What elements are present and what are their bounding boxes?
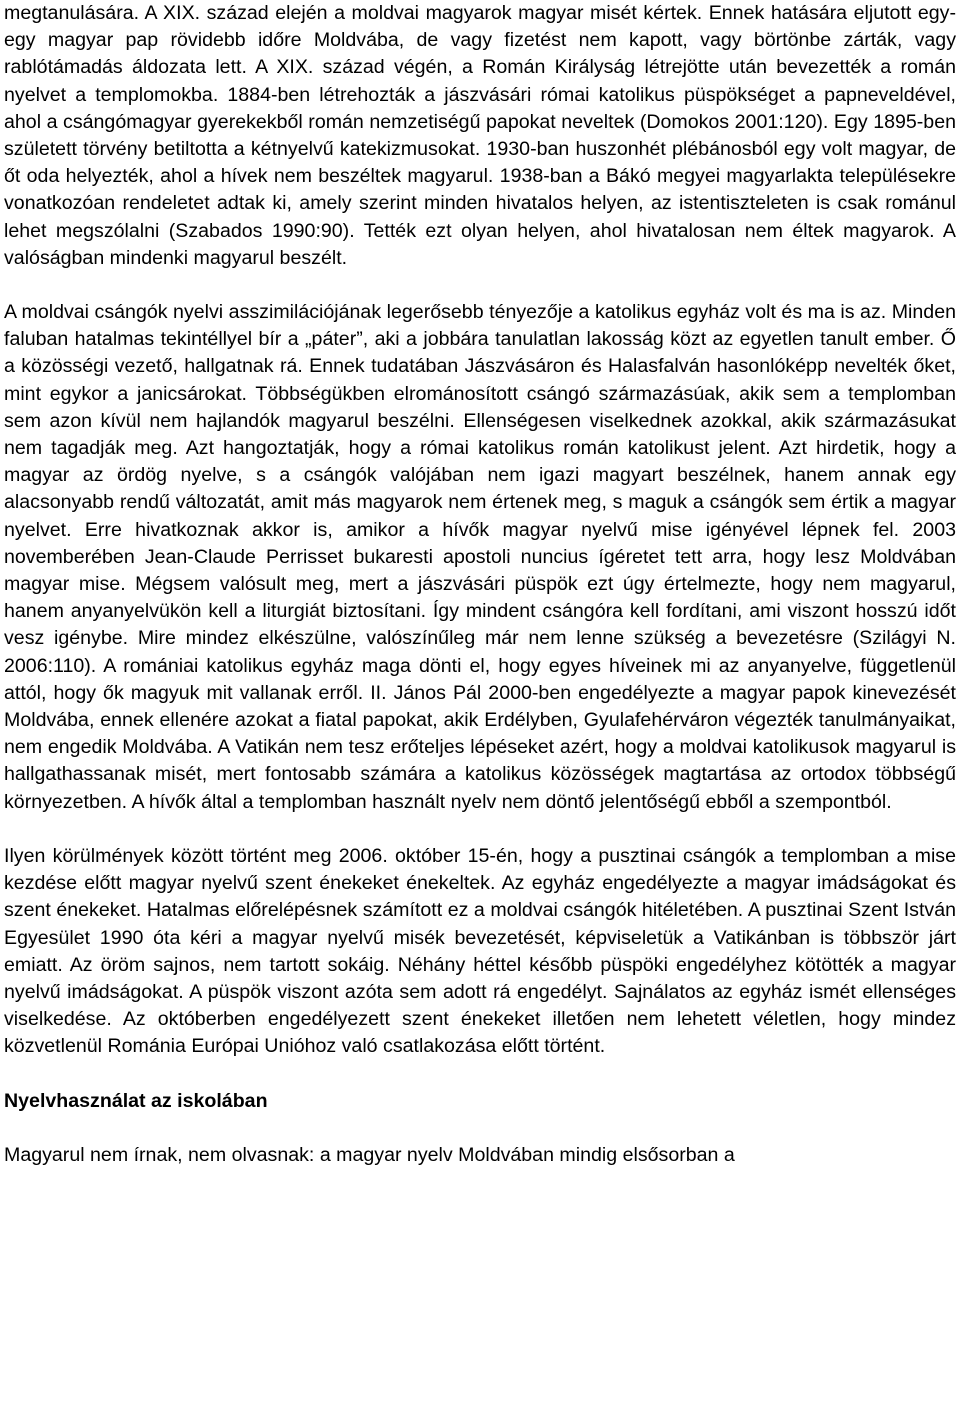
body-paragraph: Magyarul nem írnak, nem olvasnak: a magyar nyelv Moldvában mindig elsősorban a	[4, 1143, 735, 1166]
body-paragraph: A moldvai csángók nyelvi asszimilációjának legerősebb tényezője a katolikus egyház volt és ma is az. Minden faluban hatalmas tekintéllyel bír a „páter”, aki a jobbára tanulatlan lakosság közt az egyetlen tanult ember. Ő a közösségi vezető, hallgatnak rá. Ennek tudatában Jászvásáron és Halasfalván hasonlóképp nevelték őket, mint egykor a janicsárokat. Többségükben elrománosított csángó származásúak, akik sem a templomban sem azon kívül nem hajlandók magyarul beszélni. Ellenségesen viselkednek azokkal, akik származásukat nem tagadják meg. Azt hangoztatják, hogy a római katolikus román katolikust jelent. Azt hirdetik, hogy a magyar az ördög nyelve, s a csángók valójában nem igazi magyart beszélnek, hanem annak egy alacsonyabb rendű változatát, amit más magyarok nem értenek meg, s maguk a csángók sem értik a magyar nyelvet. Erre hivatkoznak akkor is, amikor a hívők magyar nyelvű mise igényével lépnek fel. 2003 novemberében Jean-Claude Perrisset bukaresti apostoli nuncius ígéretet tett arra, hogy lesz Moldvában magyar mise. Mégsem valósult meg, mert a jászvásári püspök ezt úgy értelmezte, hogy nem magyarul, hanem anyanyelvükön kell a liturgiát biztosítani. Így mindent csángóra kell fordítani, ami viszont hosszú időt vesz igénybe. Mire mindez elkészülne, valószínűleg már nem lenne szükség a bevezetésre (Szilágyi N. 2006:110). A romániai katolikus egyház maga dönti el, hogy egyes híveinek mi az anyanyelve, függetlenül attól, hogy ők magyuk mit vallanak erről. II. János Pál 2000-ben engedélyezte a magyar papok kinevezését Moldvába, ennek ellenére azokat a fiatal papokat, akik Erdélyben, Gyulafehérváron végezték tanulmányaikat, nem engedik Moldvába. A Vatikán nem tesz erőteljes lépéseket azért, hogy a moldvai katolikusok magyarul is hallgathassanak misét, mert fontosabb számára a katolikus közösségek magtartása az ortodox többségű környezetben. A hívők által a templomban használt nyelv nem döntő jelentőségű ebből a szempontból.	[4, 301, 956, 813]
body-paragraph: megtanulására. A XIX. század elején a moldvai magyarok magyar misét kértek. Ennek hatására eljutott egy-egy magyar pap rövidebb időre Moldvába, de vagy fizetést nem kapott, vagy börtönbe zárták, vagy rablótámadás áldozata lett. A XIX. század végén, a Román Királyság létrejötte után bevezették a román nyelvet a templomokba. 1884-ben létrehozták a jászvásári római katolikus püspökséget a papneveldével, ahol a csángómagyar gyerekekből román nemzetiségű papokat neveltek (Domokos 2001:120). Egy 1895-ben született törvény betiltotta a kétnyelvű katekizmusokat. 1930-ban huszonhét plébánosból egy volt magyar, de őt oda helyezték, ahol a hívek nem beszéltek magyarul. 1938-ban a Bákó megyei magyarlakta településekre vonatkozóan rendeletet adtak ki, amely szerint minden hivatalos helyen, az istentiszteleten is csak románul lehet megszólalni (Szabados 1990:90). Tették ezt olyan helyen, ahol hivatalosan nem éltek magyarok. A valóságban mindenki magyarul beszélt.	[4, 2, 956, 269]
document-page	[4, 0, 956, 1169]
body-paragraph: Ilyen körülmények között történt meg 2006. október 15-én, hogy a pusztinai csángók a templomban a mise kezdése előtt magyar nyelvű szent énekeket énekeltek. Az egyház engedélyezte a magyar imádságokat és szent énekeket. Hatalmas előrelépésnek számított ez a moldvai csángók hitéletében. A pusztinai Szent István Egyesület 1990 óta kéri a magyar nyelvű misék bevezetését, képviseletük a Vatikánban is többször járt emiatt. Az öröm sajnos, nem tartott sokáig. Néhány héttel később püspöki engedélyhez kötötték a magyar nyelvű imádságokat. A püspök viszont azóta sem adott rá engedélyt. Sajnálatos az egyház ismét ellenséges viselkedése. Az októberben engedélyezett szent énekeket illetően nem lehetett véletlen, hogy mindez közvetlenül Románia Európai Unióhoz való csatlakozása előtt történt.	[4, 844, 956, 1058]
section-heading: Nyelvhasználat az iskolában	[4, 1089, 268, 1112]
